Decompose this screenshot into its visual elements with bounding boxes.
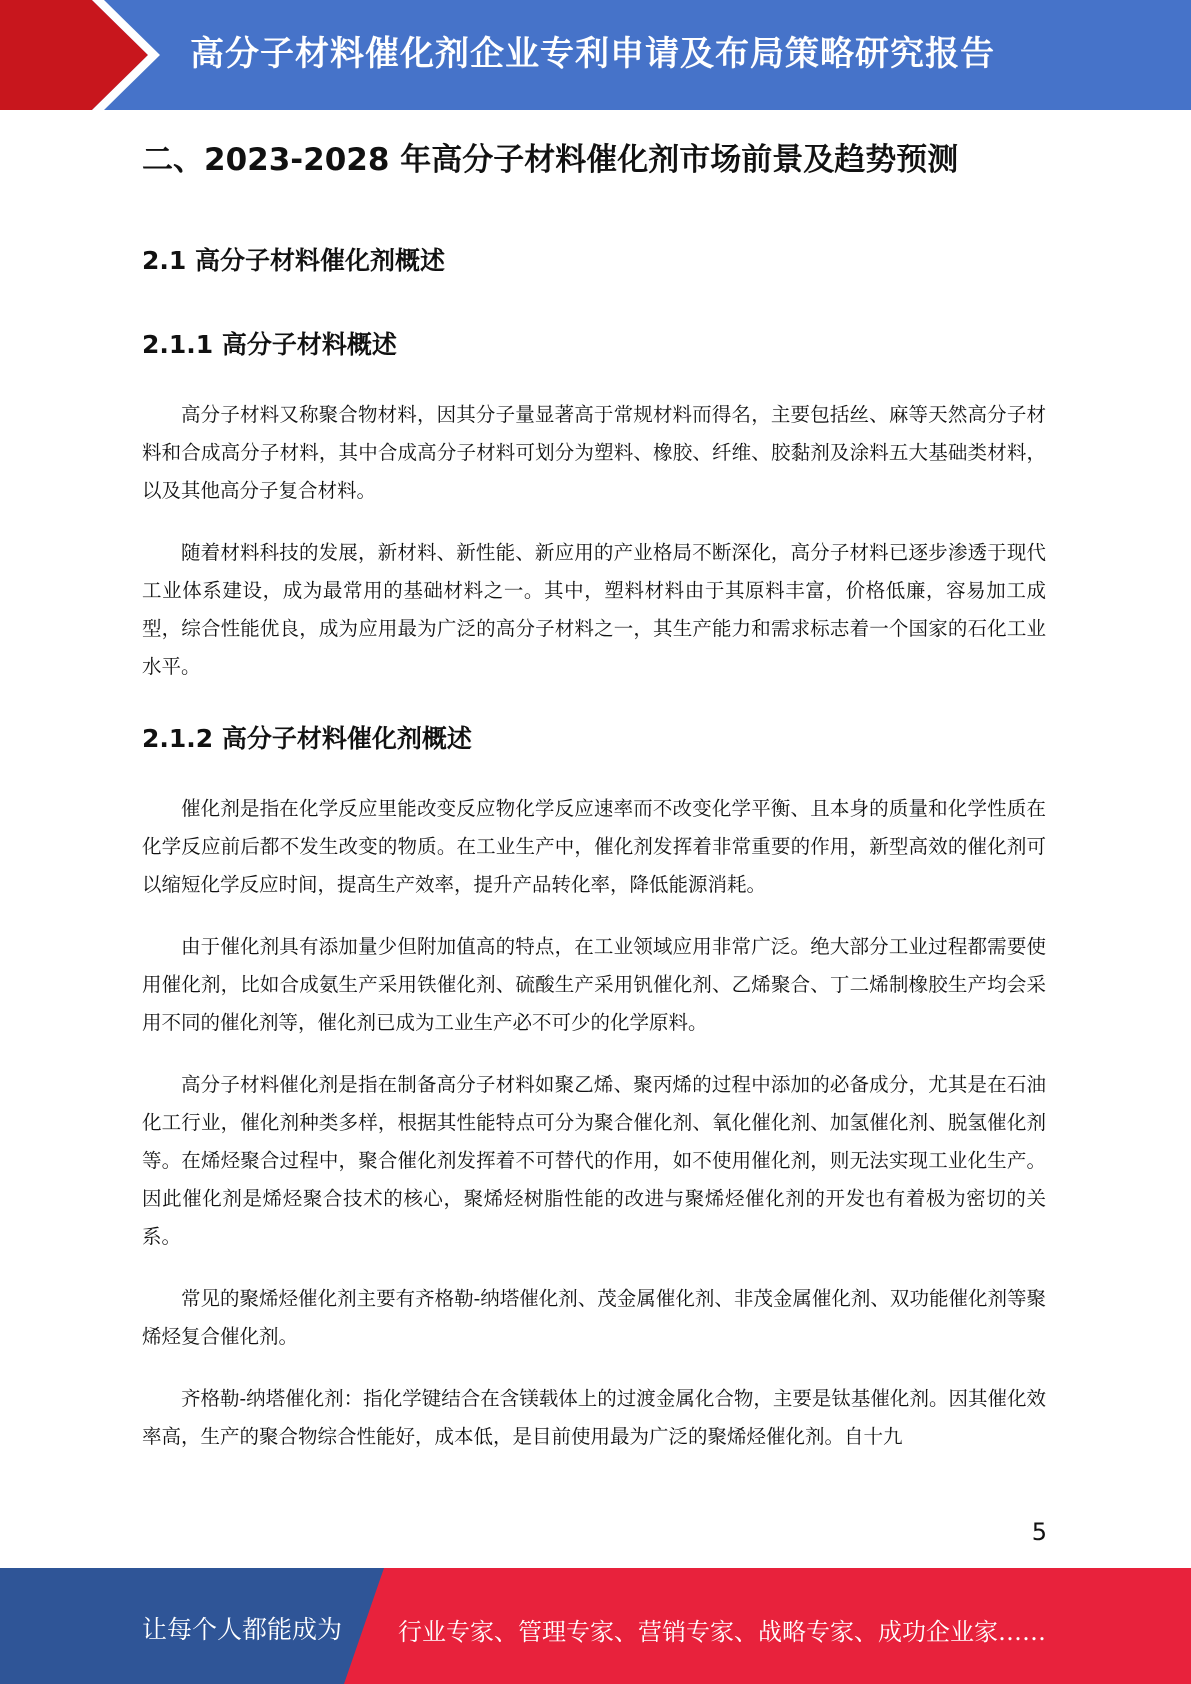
header-banner xyxy=(0,0,1191,110)
subsection-heading: 2.1.2 高分子材料催化剂概述 xyxy=(142,724,472,753)
paragraph: 高分子材料又称聚合物材料，因其分子量显著高于常规材料而得名，主要包括丝、麻等天然高分子材料和合成高分子材料，其中合成高分子材料可划分为塑料、橡胶、纤维、胶黏剂及涂料五大基础类材料，以及其他高分子复合材料。 xyxy=(142,403,1046,502)
page-content xyxy=(142,138,1046,1456)
paragraph: 高分子材料催化剂是指在制备高分子材料如聚乙烯、聚丙烯的过程中添加的必备成分，尤其是在石油化工行业，催化剂种类多样，根据其性能特点可分为聚合催化剂、氧化催化剂、加氢催化剂、脱氢催化剂等。在烯烃聚合过程中，聚合催化剂发挥着不可替代的作用，如不使用催化剂，则无法实现工业化生产。因此催化剂是烯烃聚合技术的核心，聚烯烃树脂性能的改进与聚烯烃催化剂的开发也有着极为密切的关系。 xyxy=(142,1073,1046,1248)
footer-banner xyxy=(0,1568,1191,1684)
footer-slogan: 让每个人都能成为 xyxy=(142,1615,343,1644)
paragraph: 随着材料科技的发展，新材料、新性能、新应用的产业格局不断深化，高分子材料已逐步渗透于现代工业体系建设，成为最常用的基础材料之一。其中，塑料材料由于其原料丰富，价格低廉，容易加工成型，综合性能优良，成为应用最为广泛的高分子材料之一，其生产能力和需求标志着一个国家的石化工业水平。 xyxy=(142,541,1046,678)
footer-tagline: 行业专家、管理专家、营销专家、战略专家、成功企业家…… xyxy=(398,1618,1046,1646)
paragraph: 常见的聚烯烃催化剂主要有齐格勒-纳塔催化剂、茂金属催化剂、非茂金属催化剂、双功能催化剂等聚烯烃复合催化剂。 xyxy=(142,1287,1046,1348)
chapter-heading: 二、2023-2028 年高分子材料催化剂市场前景及趋势预测 xyxy=(142,142,959,178)
page-number: 5 xyxy=(1031,1518,1047,1546)
subsection-heading: 2.1.1 高分子材料概述 xyxy=(142,330,397,359)
section-heading: 2.1 高分子材料催化剂概述 xyxy=(142,246,445,275)
paragraph: 由于催化剂具有添加量少但附加值高的特点，在工业领域应用非常广泛。绝大部分工业过程都需要使用催化剂，比如合成氨生产采用铁催化剂、硫酸生产采用钒催化剂、乙烯聚合、丁二烯制橡胶生产均会采用不同的催化剂等，催化剂已成为工业生产必不可少的化学原料。 xyxy=(142,935,1046,1034)
report-title: 高分子材料催化剂企业专利申请及布局策略研究报告 xyxy=(190,34,995,74)
paragraph: 齐格勒-纳塔催化剂：指化学键结合在含镁载体上的过渡金属化合物，主要是钛基催化剂。因其催化效率高，生产的聚合物综合性能好，成本低，是目前使用最为广泛的聚烯烃催化剂。自十九 xyxy=(142,1387,1046,1448)
paragraph: 催化剂是指在化学反应里能改变反应物化学反应速率而不改变化学平衡、且本身的质量和化学性质在化学反应前后都不发生改变的物质。在工业生产中，催化剂发挥着非常重要的作用，新型高效的催化剂可以缩短化学反应时间，提高生产效率，提升产品转化率，降低能源消耗。 xyxy=(142,797,1046,896)
